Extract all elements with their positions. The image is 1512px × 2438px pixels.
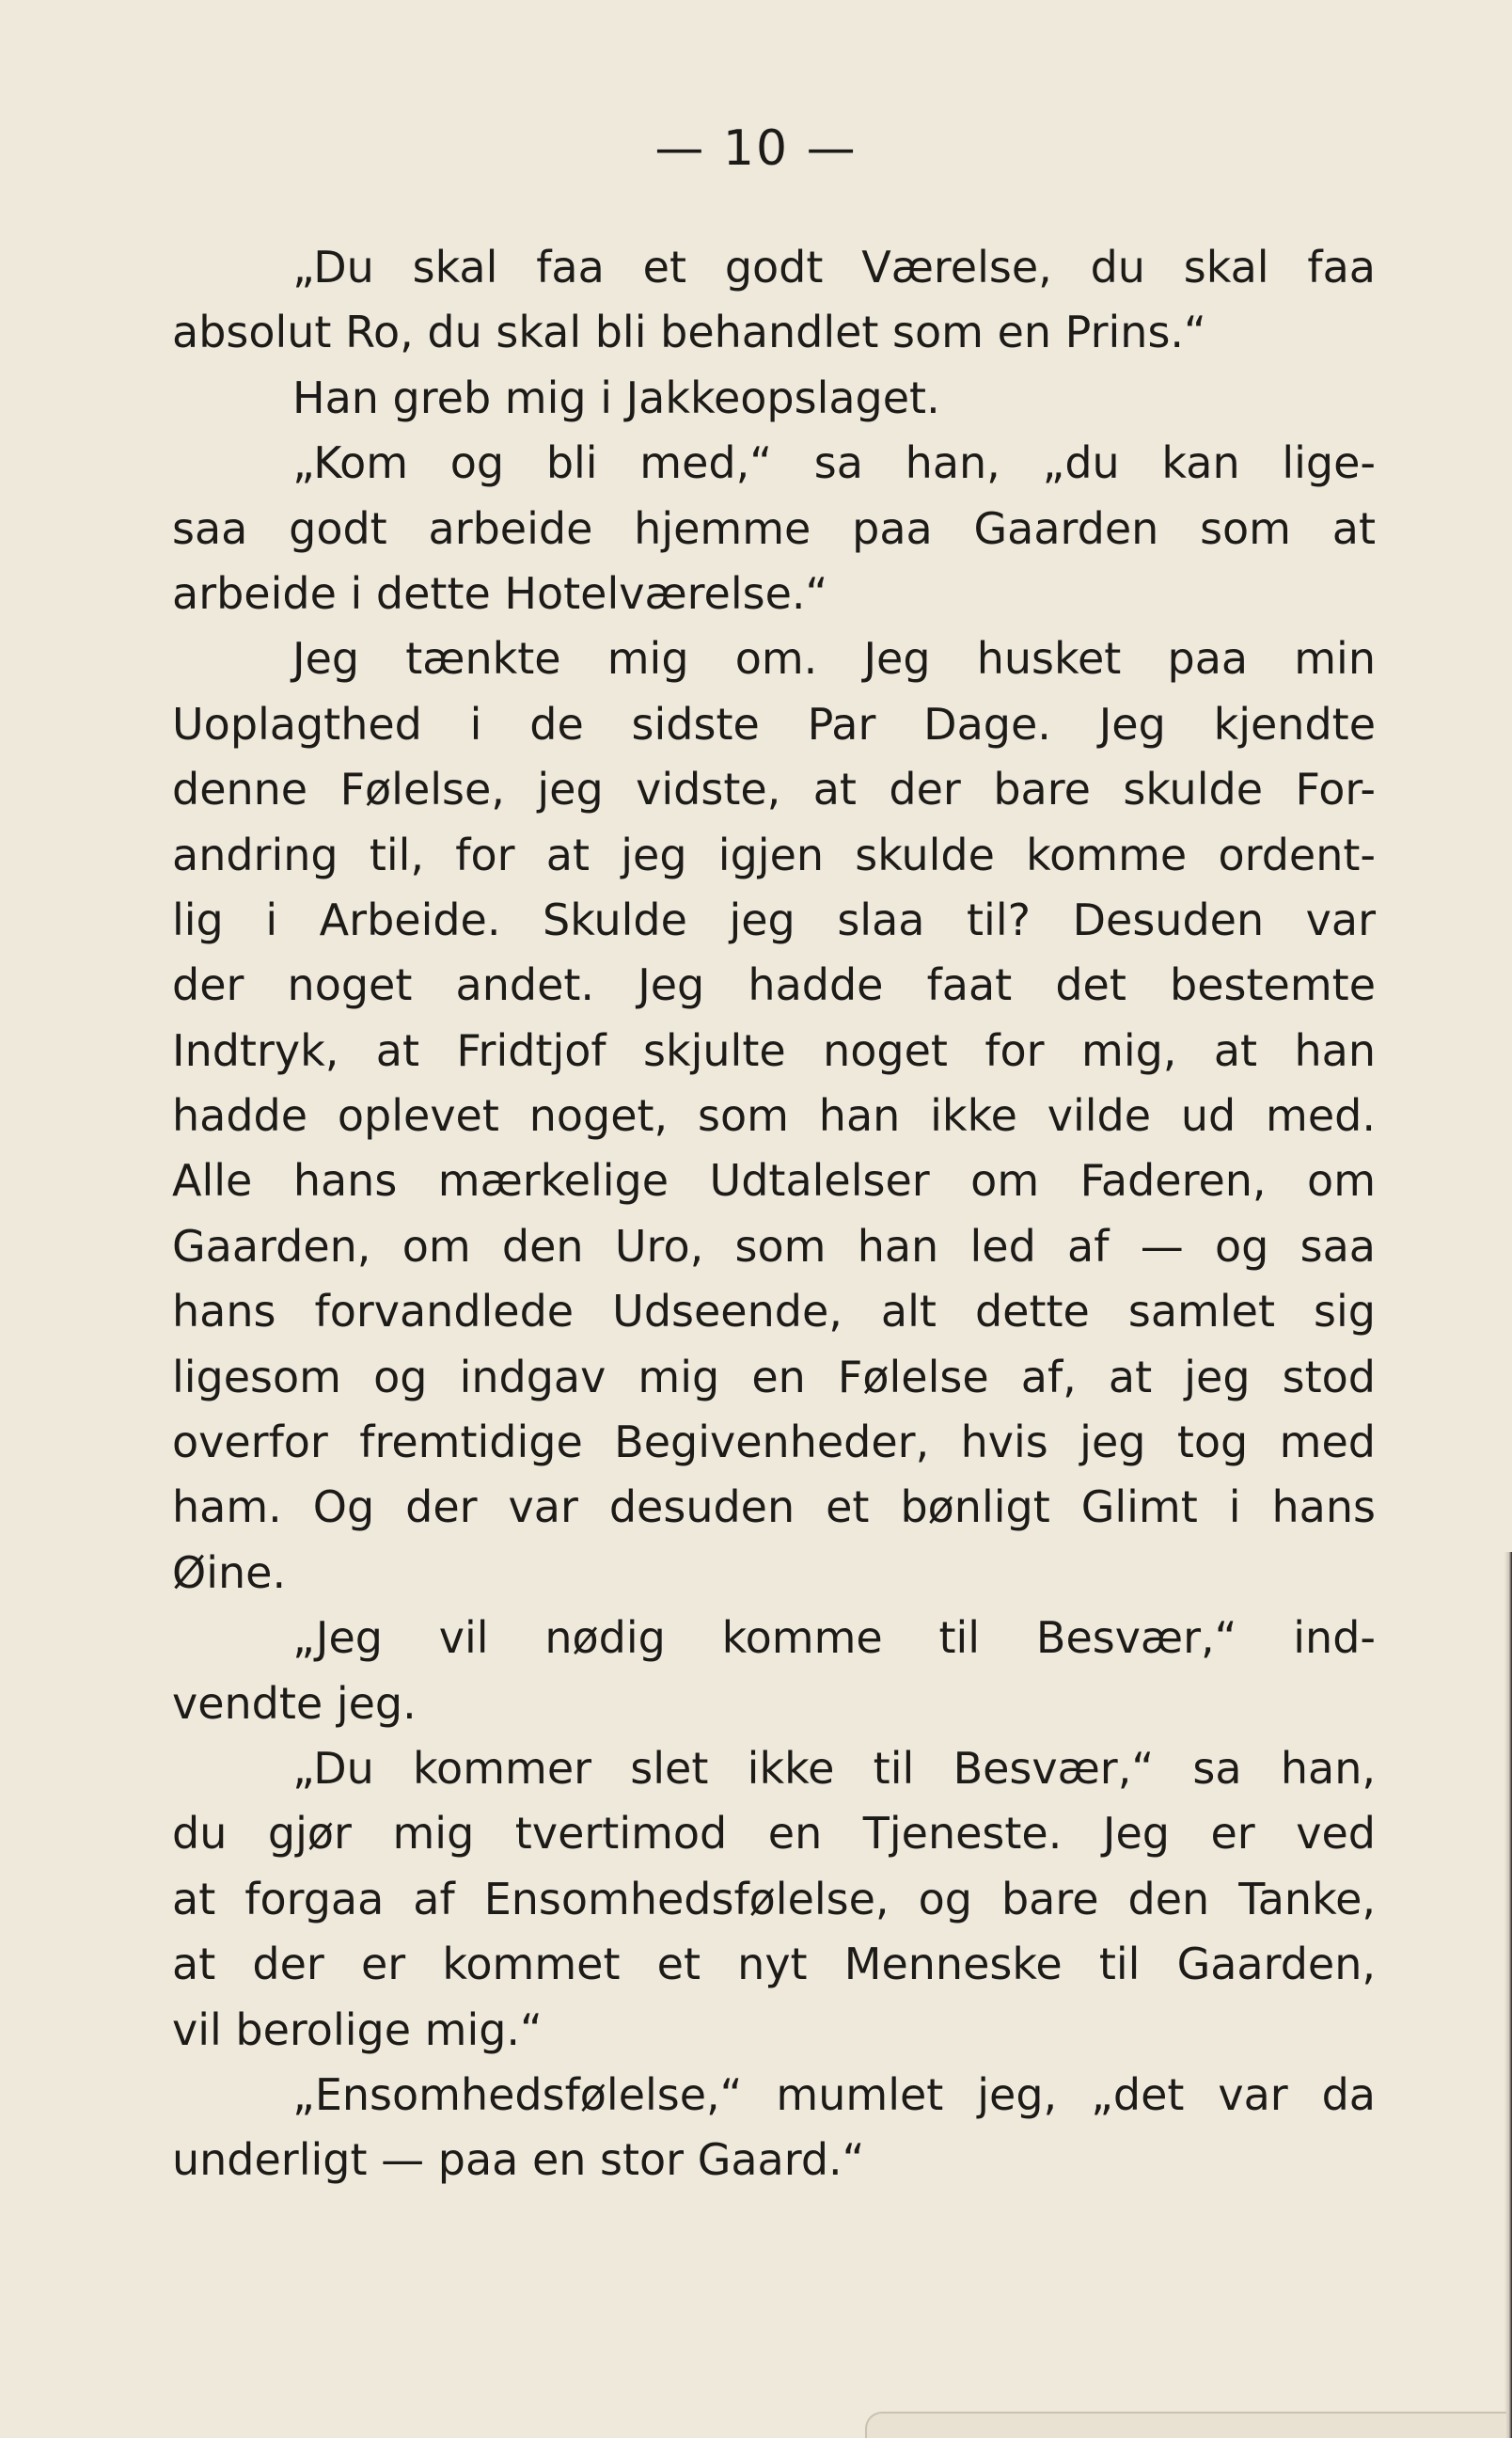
text-line: „Jeg vil nødig komme til Besvær,“ ind- (292, 1612, 1376, 1664)
text-line: Jeg tænkte mig om. Jeg husket paa min (292, 633, 1376, 685)
text-line: Gaarden, om den Uro, som han led af — og saa (172, 1220, 1376, 1272)
text-line: Han greb mig i Jakkeopslaget. (292, 372, 940, 423)
text-line: Alle hans mærkelige Udtalelser om Faderen, om (172, 1155, 1376, 1207)
text-line: at forgaa af Ensomhedsfølelse, og bare den Tanke, (172, 1873, 1376, 1924)
body-text (172, 235, 1376, 2193)
text-line: Indtryk, at Fridtjof skjulte noget for mig, at han (172, 1024, 1376, 1076)
text-line: ham. Og der var desuden et bønligt Glimt i hans (172, 1481, 1376, 1533)
text-line: „Ensomhedsfølelse,“ mumlet jeg, „det var da (292, 2068, 1376, 2120)
text-line: du gjør mig tvertimod en Tjeneste. Jeg er ved (172, 1808, 1376, 1860)
text-line: overfor fremtidige Begivenheder, hvis jeg tog med (172, 1417, 1376, 1468)
text-line: hans forvandlede Udseende, alt dette samlet sig (172, 1286, 1376, 1338)
text-line: vil berolige mig.“ (172, 2003, 543, 2055)
text-line: hadde oplevet noget, som han ikke vilde ud med. (172, 1090, 1376, 1142)
text-line: denne Følelse, jeg vidste, at der bare skulde For- (172, 764, 1376, 815)
text-line: Uoplagthed i de sidste Par Dage. Jeg kjendte (172, 698, 1376, 750)
text-line: lig i Arbeide. Skulde jeg slaa til? Desuden var (172, 894, 1376, 945)
text-line: „Du kommer slet ikke til Besvær,“ sa han, (292, 1742, 1376, 1794)
text-line: underligt — paa en stor Gaard.“ (172, 2134, 865, 2186)
text-line: „Du skal faa et godt Værelse, du skal faa (292, 242, 1376, 293)
text-line: ligesom og indgav mig en Følelse af, at jeg stod (172, 1351, 1376, 1402)
text-line: andring til, for at jeg igjen skulde komme ordent- (172, 829, 1376, 880)
page-edge-right (1504, 1552, 1512, 2438)
page-number: — 10 — (654, 120, 858, 177)
text-line: vendte jeg. (172, 1677, 417, 1729)
text-line: der noget andet. Jeg hadde faat det bestemte (172, 959, 1376, 1011)
text-line: arbeide i dette Hotelværelse.“ (172, 567, 828, 619)
page-edge-bottom (865, 2412, 1506, 2438)
text-line: „Kom og bli med,“ sa han, „du kan lige- (292, 437, 1376, 489)
text-line: absolut Ro, du skal bli behandlet som en Prins.“ (172, 307, 1206, 358)
text-line: Øine. (172, 1546, 287, 1598)
text-line: saa godt arbeide hjemme paa Gaarden som at (172, 502, 1376, 554)
text-line: at der er kommet et nyt Menneske til Gaarden, (172, 1939, 1376, 1990)
